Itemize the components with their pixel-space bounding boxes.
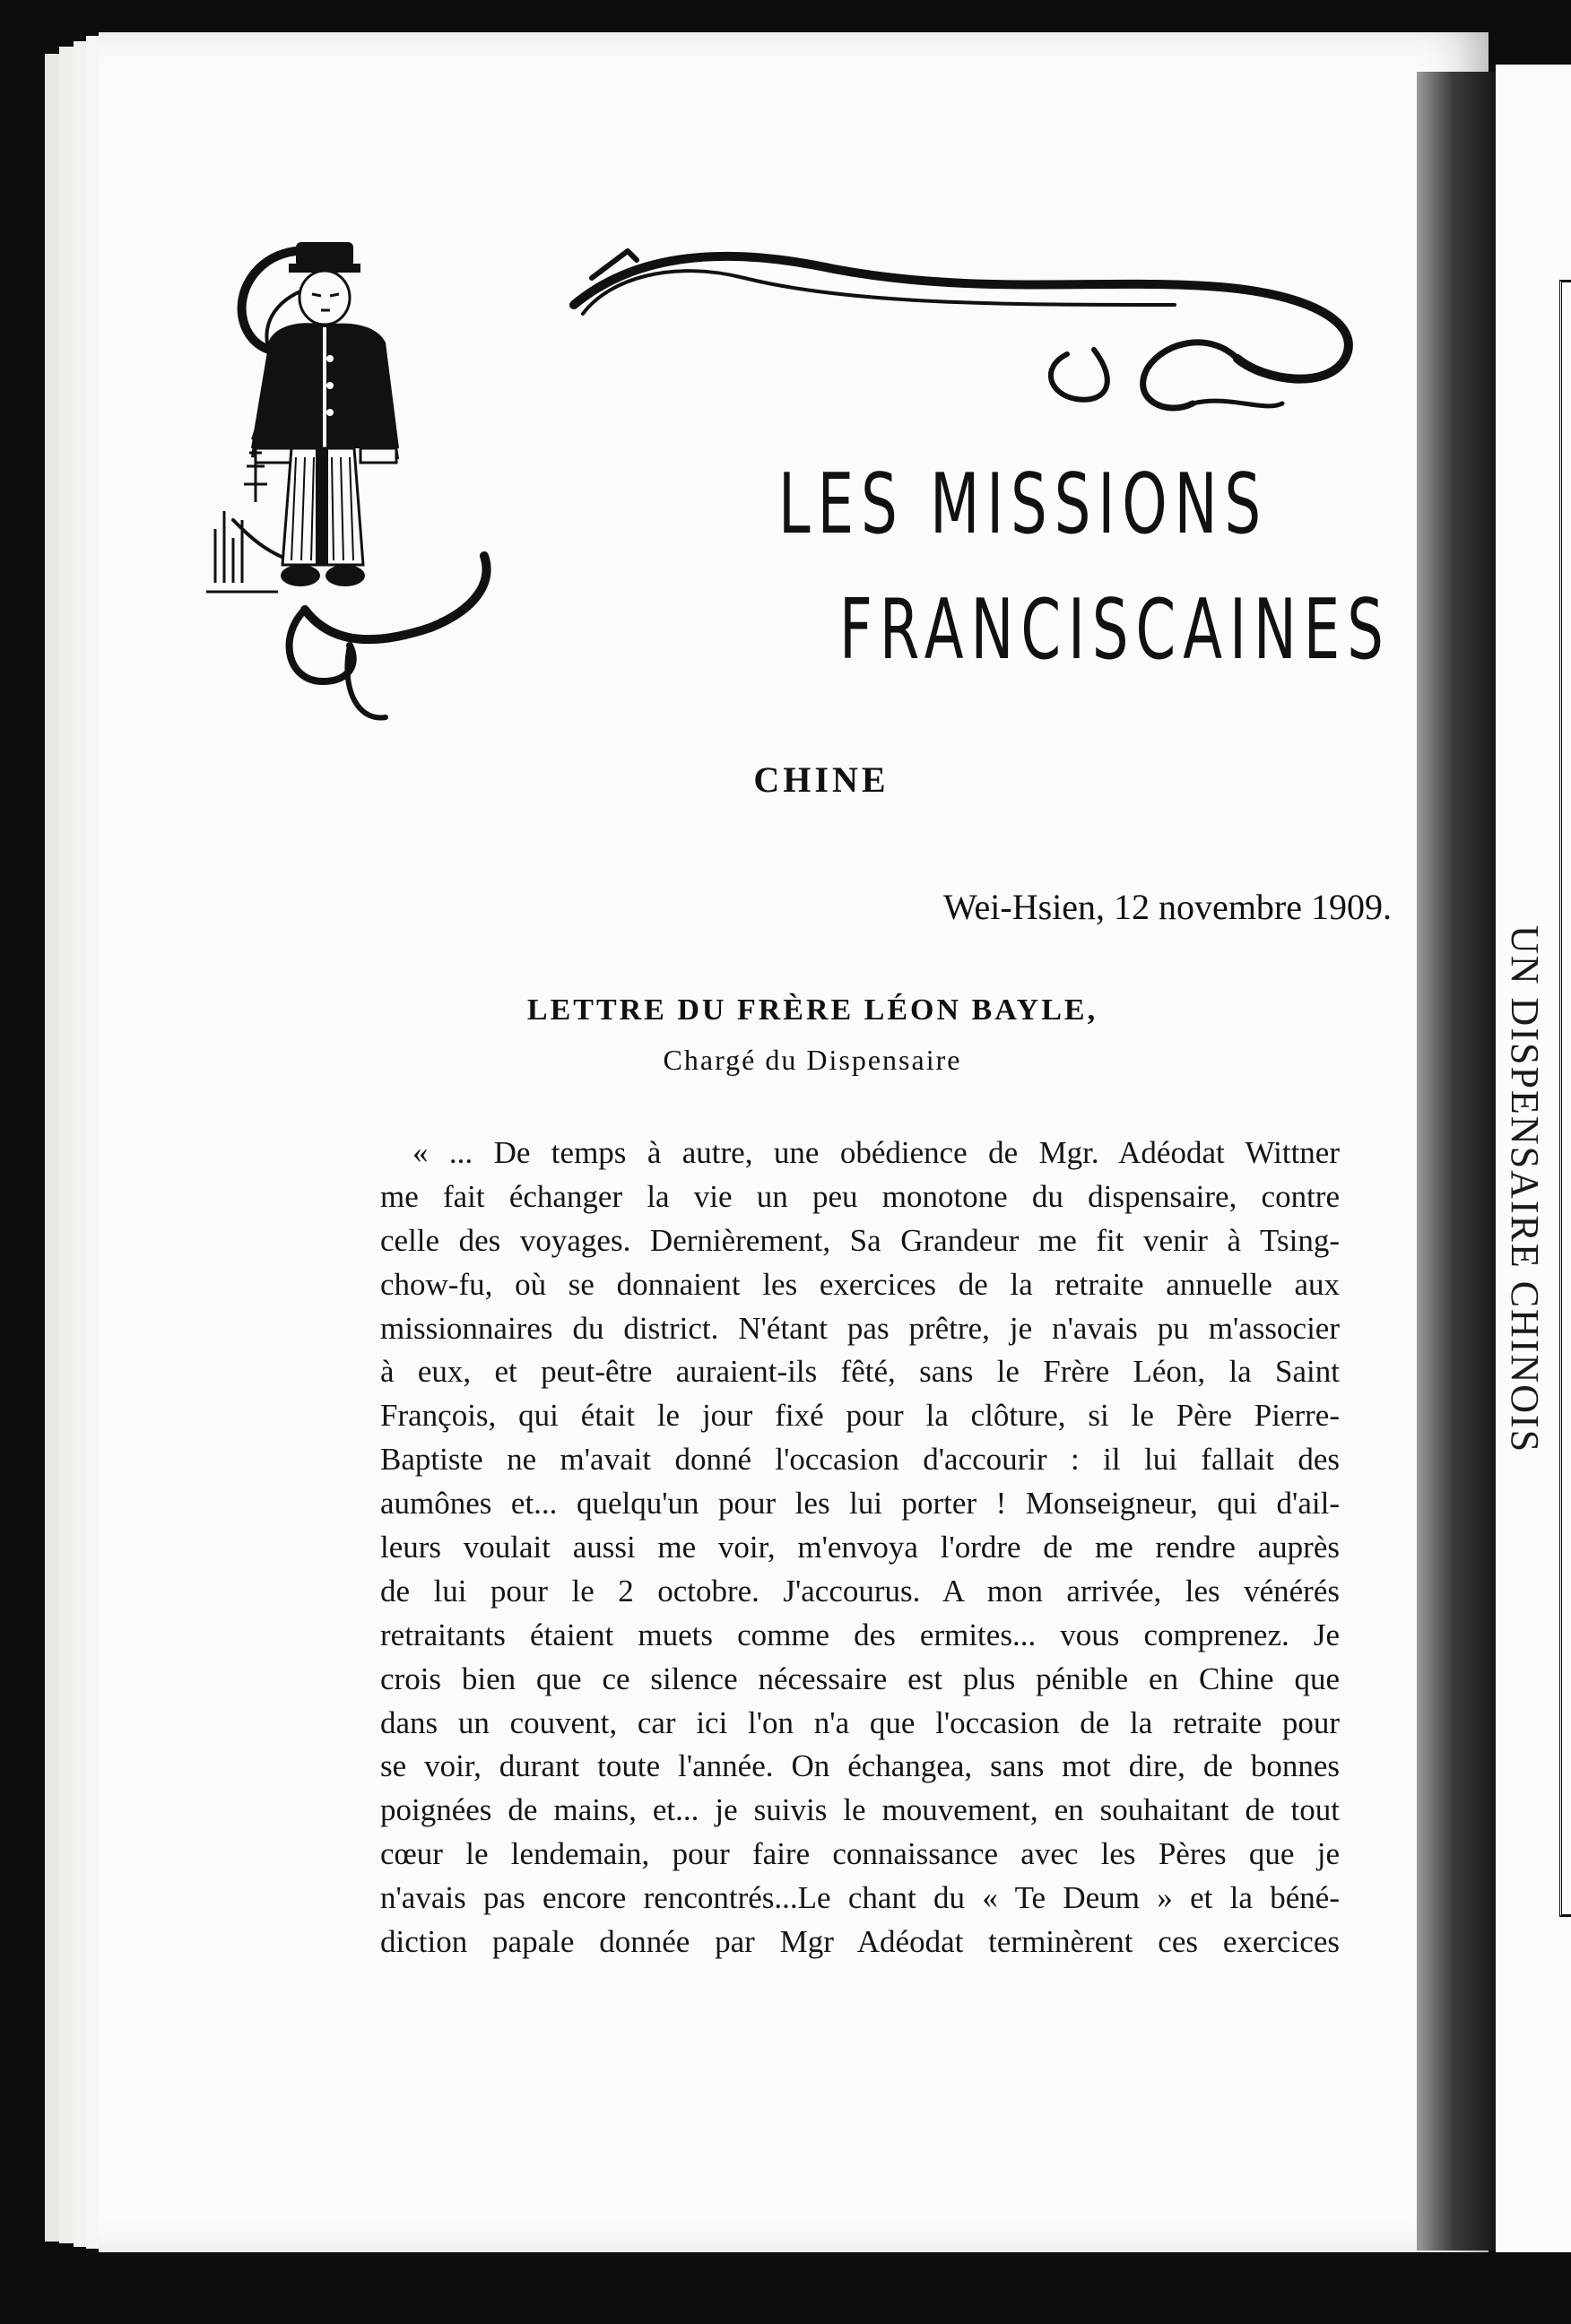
text-line: n'avais pas encore rencontrés...Le chant du « Te Deum » et la béné- — [380, 1880, 1340, 1916]
letter-body — [380, 1132, 1340, 1964]
text-line: de lui pour le 2 octobre. J'accourus. A mon arrivée, les vénérés — [380, 1573, 1340, 1609]
text-line: dans un couvent, car ici l'on n'a que l'occasion de la retraite pour — [380, 1704, 1340, 1740]
text-line: François, qui était le jour fixé pour la clôture, si le Père Pierre- — [380, 1398, 1340, 1434]
text-line: diction papale donnée par Mgr Adéodat terminèrent ces exercices — [380, 1924, 1340, 1960]
section-heading: CHINE — [753, 759, 890, 800]
adjacent-page-border — [1559, 280, 1571, 1917]
running-head: UN DISPENSAIRE CHINOIS — [1503, 925, 1547, 1454]
text-line: missionnaires du district. N'étant pas prêtre, je n'avais pu m'associer — [380, 1310, 1340, 1346]
publication-title-line-1: LES MISSIONS — [778, 457, 1269, 554]
text-line: aumônes et... quelqu'un pour les lui porter ! Monseigneur, qui d'ail- — [380, 1486, 1340, 1522]
text-line: retraitants étaient muets comme des ermites... vous comprenez. Je — [380, 1617, 1340, 1652]
text-line: celle des voyages. Dernièrement, Sa Grandeur me fit venir à Tsing- — [380, 1222, 1340, 1258]
text-line: se voir, durant toute l'année. On échangea, sans mot dire, de bonnes — [380, 1748, 1340, 1784]
text-line: leurs voulait aussi me voir, m'envoya l'ordre de me rendre auprès — [380, 1530, 1340, 1565]
publication-title-line-2: FRANCISCAINES — [839, 583, 1391, 680]
text-line: me fait échanger la vie un peu monotone du dispensaire, contre — [380, 1178, 1340, 1214]
text-line: crois bien que ce silence nécessaire est plus pénible en Chine que — [380, 1661, 1340, 1696]
text-line: à eux, et peut-être auraient-ils fêté, sans le Frère Léon, la Saint — [380, 1354, 1340, 1390]
letter-subheading: Chargé du Dispensaire — [663, 1044, 962, 1076]
letter-heading: LETTRE DU FRÈRE LÉON BAYLE, — [526, 993, 1098, 1027]
text-line: chow-fu, où se donnaient les exercices de la retraite annuelle aux — [380, 1266, 1340, 1302]
text-line: Baptiste ne m'avait donné l'occasion d'accourir : il lui fallait des — [380, 1442, 1340, 1478]
adjacent-page — [1496, 65, 1571, 2252]
book-gutter-shadow — [1417, 72, 1497, 2250]
dateline: Wei-Hsien, 12 novembre 1909. — [943, 887, 1392, 927]
text-line: « ... De temps à autre, une obédience de Mgr. Adéodat Wittner — [412, 1135, 1340, 1170]
text-line: cœur le lendemain, pour faire connaissance avec les Pères que je — [380, 1836, 1340, 1872]
text-line: poignées de mains, et... je suivis le mouvement, en souhaitant de tout — [380, 1792, 1340, 1828]
